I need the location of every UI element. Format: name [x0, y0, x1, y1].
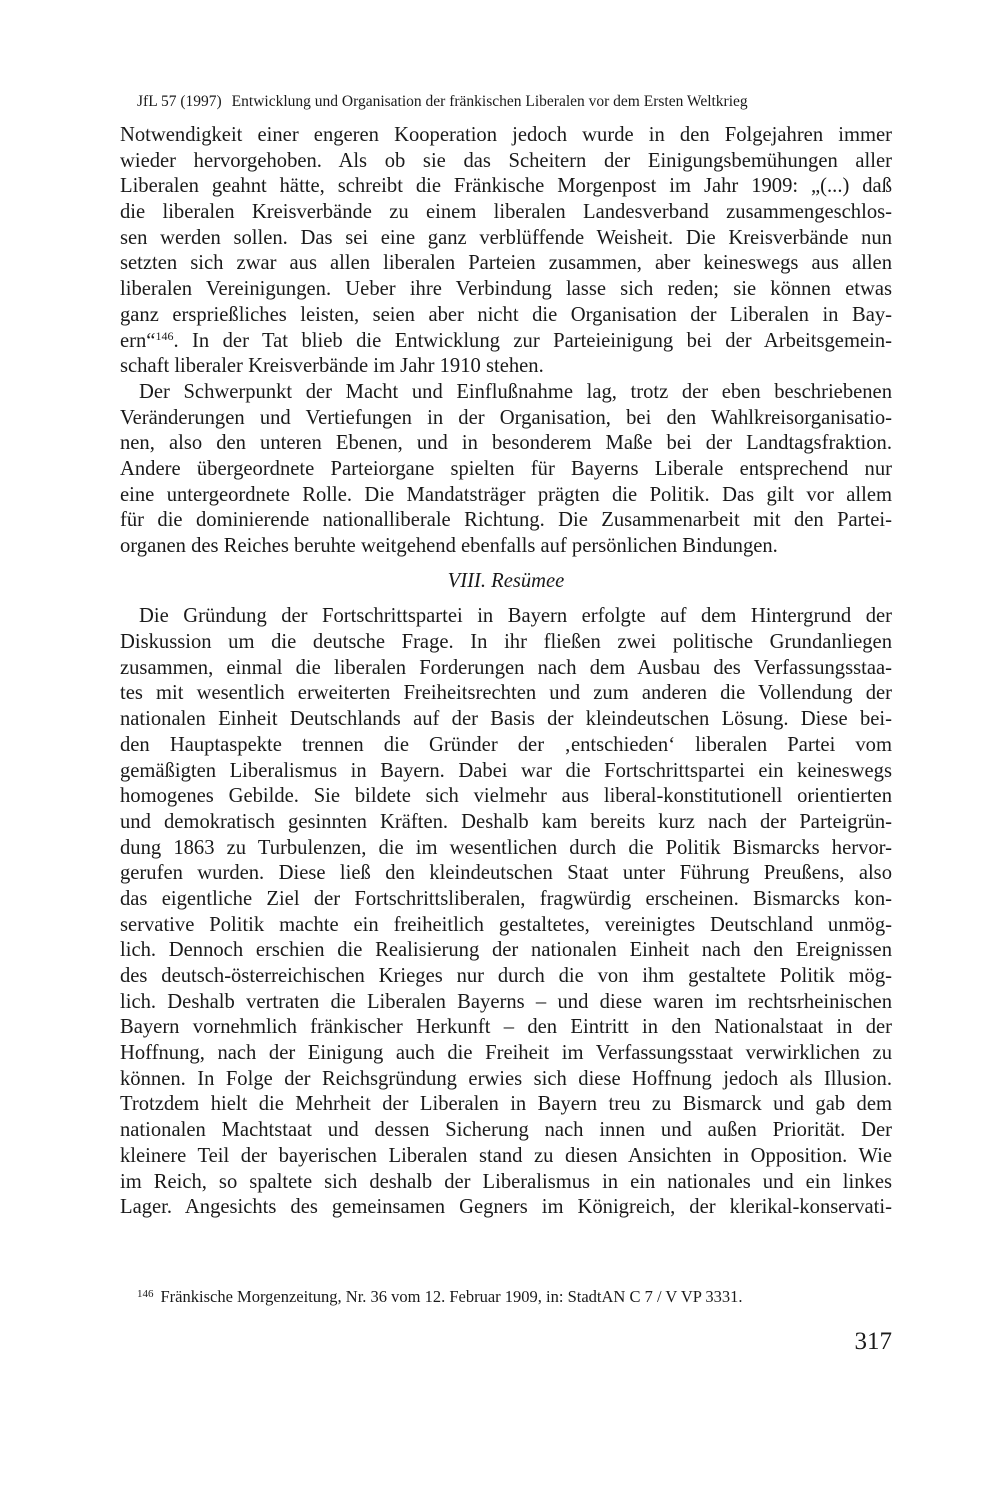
text-line: kleinere Teil der bayerischen Liberalen stand zu diesen Ansichten in Opposition. Wie: [120, 1144, 892, 1167]
section-heading: VIII. Resümee: [447, 569, 565, 592]
text-line: Liberalen geahnt hätte, schreibt die Fränkische Morgenpost im Jahr 1909: „(...) daß: [120, 175, 892, 198]
page-number: 317: [854, 1328, 892, 1355]
text-fragment: ern“: [120, 329, 156, 352]
footnote-reference[interactable]: 146: [155, 328, 174, 343]
text-line: gemäßigten Liberalismus in Bayern. Dabei war die Fortschrittspartei ein keineswegs: [120, 759, 892, 782]
text-line: nationalen Machtstaat und dessen Sicherung nach innen und außen Priorität. Der: [120, 1119, 892, 1142]
text-line: lich. Dennoch erschien die Realisierung der nationalen Einheit nach den Ereignissen: [120, 939, 892, 962]
running-head: [137, 92, 897, 112]
text-line: Andere übergeordnete Parteiorgane spielten für Bayerns Liberale entsprechend nur: [120, 457, 892, 480]
paragraph-1: [120, 123, 892, 380]
text-line: Bayern vornehmlich fränkischer Herkunft – den Eintritt in den Nationalstaat in der: [120, 1016, 892, 1039]
text-line: Hoffnung, nach der Einigung auch die Freiheit im Verfassungsstaat verwirklichen zu: [120, 1042, 892, 1065]
text-line: für die dominierende nationalliberale Richtung. Die Zusammenarbeit mit den Partei-: [120, 509, 892, 532]
text-line: können. In Folge der Reichsgründung erwies sich diese Hoffnung jedoch als Illusion.: [120, 1067, 892, 1090]
text-line: das eigentliche Ziel der Fortschrittsliberalen, fragwürdig erscheinen. Bismarcks kon-: [120, 887, 892, 910]
text-line: die liberalen Kreisverbände zu einem liberalen Landesverband zusammengeschlos-: [120, 201, 892, 224]
text-line: wieder hervorgehoben. Als ob sie das Scheitern der Einigungsbemühungen aller: [120, 149, 892, 172]
text-line: nationalen Einheit Deutschlands auf der Basis der kleindeutschen Lösung. Diese bei-: [120, 708, 892, 731]
text-line: Der Schwerpunkt der Macht und Einflußnahme lag, trotz der eben beschriebenen: [139, 380, 892, 403]
text-line: und demokratisch gesinnten Kräften. Deshalb kam bereits kurz nach der Parteigrün-: [120, 810, 892, 833]
running-head-title: Entwicklung und Organisation der fränkischen Liberalen vor dem Ersten Weltkrieg: [231, 93, 748, 110]
paragraph-3: [120, 604, 892, 1221]
text-line: homogenes Gebilde. Sie bildete sich vielmehr aus liberal-konstitutionell orientierten: [120, 785, 892, 808]
text-line: liberalen Vereinigungen. Ueber ihre Verbindung lasse sich reden; sie können etwas: [120, 278, 892, 301]
text-line: gerufen wurden. Diese ließ den kleindeutschen Staat unter Führung Preußens, also: [120, 862, 892, 885]
journal-citation: JfL 57 (1997): [137, 93, 222, 110]
text-fragment: . In der Tat blieb die Entwicklung zur Parteieinigung bei der Arbeitsgemein-: [173, 329, 892, 352]
text-line: zusammen, einmal die liberalen Forderungen nach dem Ausbau des Verfassungsstaa-: [120, 656, 892, 679]
text-line: nen, also den unteren Ebenen, und in besonderem Maße bei der Landtagsfraktion.: [120, 432, 892, 455]
text-line: Lager. Angesichts des gemeinsamen Gegners im Königreich, der klerikal-konservati-: [120, 1196, 892, 1219]
text-line-with-footnote-ref: [120, 329, 892, 355]
footnote-number: 146: [137, 1288, 154, 1300]
text-line: dung 1863 zu Turbulenzen, die im wesentlichen durch die Politik Bismarcks hervor-: [120, 836, 892, 859]
text-line: im Reich, so spaltete sich deshalb der Liberalismus in ein nationales und ein linkes: [120, 1170, 892, 1193]
text-line: Trotzdem hielt die Mehrheit der Liberalen in Bayern treu zu Bismarck und gab dem: [120, 1093, 892, 1116]
text-line: servative Politik machte ein freiheitlich gestaltetes, vereinigtes Deutschland unmög-: [120, 913, 892, 936]
text-line: Veränderungen und Vertiefungen in der Organisation, bei den Wahlkreisorganisatio-: [120, 406, 892, 429]
text-line: schaft liberaler Kreisverbände im Jahr 1910 stehen.: [120, 355, 544, 378]
text-line: tes mit wesentlich erweiterten Freiheitsrechten und zum anderen die Vollendung der: [120, 682, 892, 705]
text-line: Die Gründung der Fortschrittspartei in Bayern erfolgte auf dem Hintergrund der: [139, 605, 892, 628]
paragraph-2: [120, 380, 892, 560]
text-line: sen werden sollen. Das sei eine ganz verblüffende Weisheit. Die Kreisverbände nun: [120, 226, 892, 249]
footnote: [137, 1287, 892, 1307]
text-line: Notwendigkeit einer engeren Kooperation jedoch wurde in den Folgejahren immer: [120, 124, 892, 146]
text-line: Diskussion um die deutsche Frage. In ihr fließen zwei politische Grundanliegen: [120, 631, 892, 654]
footnote-text: Fränkische Morgenzeitung, Nr. 36 vom 12. Februar 1909, in: StadtAN C 7 / V VP 3331.: [160, 1287, 743, 1306]
text-line: eine untergeordnete Rolle. Die Mandatsträger prägten die Politik. Das gilt vor allem: [120, 483, 892, 506]
text-line: den Hauptaspekte trennen die Gründer der ‚entschieden‘ liberalen Partei vom: [120, 733, 892, 756]
text-line: setzten sich zwar aus allen liberalen Parteien zusammen, aber keineswegs aus allen: [120, 252, 892, 275]
text-line: des deutsch-österreichischen Krieges nur durch die von ihm gestaltete Politik mög-: [120, 965, 892, 987]
text-line: organen des Reiches beruhte weitgehend ebenfalls auf persönlichen Bindungen.: [120, 535, 778, 557]
body-text: [120, 123, 892, 1221]
text-line: ganz ersprießliches leisten, seien aber nicht die Organisation der Liberalen in Bay-: [120, 303, 892, 326]
text-line: lich. Deshalb vertraten die Liberalen Bayerns – und diese waren im rechtsrheinischen: [120, 990, 892, 1013]
